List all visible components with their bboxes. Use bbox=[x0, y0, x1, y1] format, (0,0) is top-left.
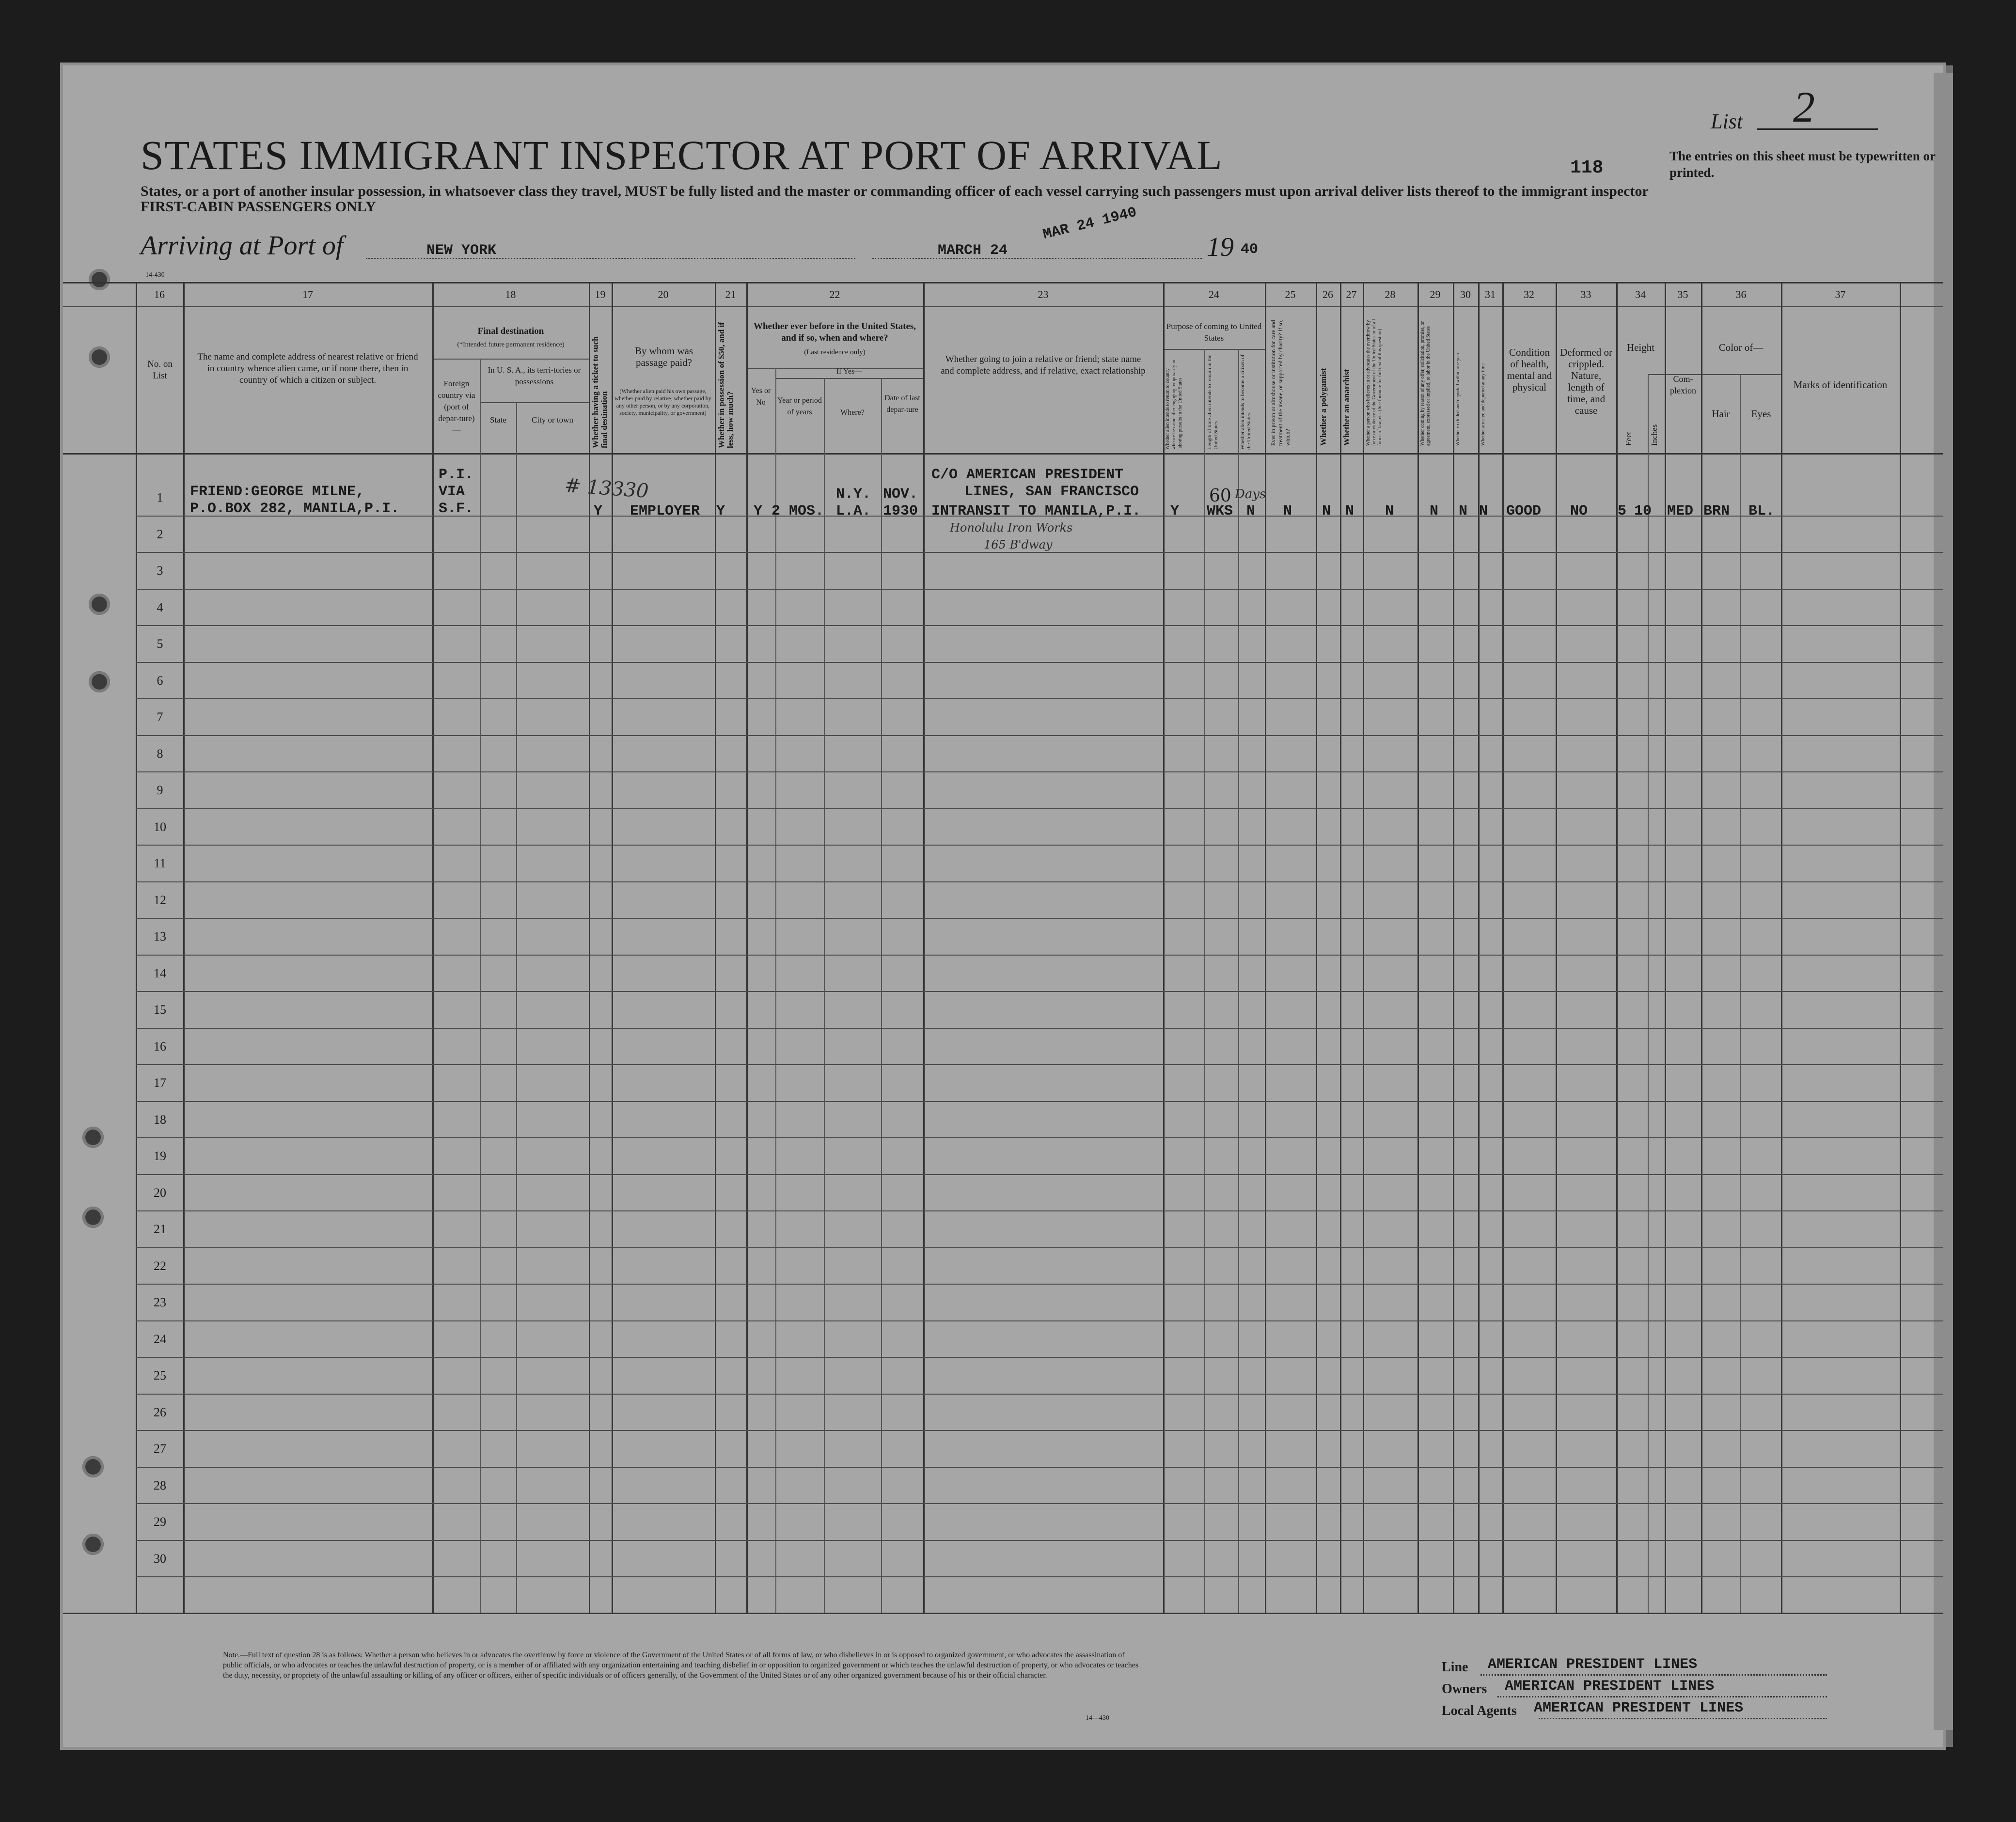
row-number: 5 bbox=[157, 637, 163, 651]
year-suffix: 40 bbox=[1241, 241, 1259, 258]
col-number: 29 bbox=[1430, 288, 1441, 300]
row-line bbox=[136, 1064, 1943, 1065]
row-number: 2 bbox=[157, 527, 163, 541]
row-line bbox=[136, 1247, 1943, 1248]
excluded-value: N bbox=[1459, 503, 1468, 519]
row-number: 20 bbox=[154, 1185, 166, 1200]
join-line-3: INTRANSIT TO MANILA,P.I. bbox=[931, 503, 1141, 519]
header-state: State bbox=[490, 415, 506, 424]
foreign-line-2: VIA bbox=[439, 484, 465, 500]
header-fifty-dollars: Whether in possession of $50, and if less, how much? bbox=[717, 322, 735, 448]
row-number: 7 bbox=[157, 710, 163, 724]
col-line bbox=[775, 368, 776, 1613]
health-value: GOOD bbox=[1506, 503, 1542, 519]
col-line bbox=[183, 282, 185, 1613]
feet-value: 5 bbox=[1618, 503, 1627, 519]
relative-line-1: FRIEND:GEORGE MILNE, bbox=[190, 484, 365, 500]
header-where: Where? bbox=[840, 408, 865, 417]
row-line bbox=[136, 662, 1943, 663]
row-line bbox=[136, 1576, 1943, 1577]
header-arrested: Whether arrested and deported at any time bbox=[1480, 363, 1486, 446]
header-if-yes: If Yes— bbox=[836, 367, 863, 376]
row-number: 16 bbox=[154, 1039, 166, 1053]
col-line bbox=[480, 359, 481, 1613]
row-line bbox=[136, 1357, 1943, 1358]
eyes-value: BL. bbox=[1748, 503, 1775, 519]
row-number: 19 bbox=[154, 1149, 166, 1163]
footnote: Note.—Full text of question 28 is as follows: Whether a person who believes in or advocates the overthrow by force or violence of the Government of the United States or of all forms of law, or who disbelieves in or is opposed to organized government, or who advocates the assassination of public officials, or who advocates or teaches the unlawful destruction of property, or is a member of or affiliated with any organization entertaining and teaching disbelief in or opposition to organized government or which teaches the unlawful destruction of property, or who advocates or teaches the duty, necessity, or propriety of the unlawful assaulting or killing of any officer or officers, either of specific individuals or of officers generally, of the Government of the United States or of any other organized government because of his or their official character. bbox=[223, 1651, 1139, 1680]
col-line bbox=[1163, 282, 1165, 1613]
row-line bbox=[136, 625, 1943, 626]
row-number: 3 bbox=[157, 564, 163, 578]
row-line bbox=[136, 1101, 1943, 1102]
col-line bbox=[1781, 282, 1782, 1613]
row-number: 28 bbox=[154, 1478, 166, 1492]
citizen-value: N bbox=[1246, 503, 1256, 519]
before-yes-value: Y bbox=[754, 503, 763, 519]
col-number: 31 bbox=[1485, 288, 1496, 300]
punch-hole bbox=[82, 1456, 104, 1477]
length-line-2: WKS bbox=[1207, 503, 1233, 519]
header-ticket: Whether having a ticket to such final destination bbox=[591, 336, 609, 448]
header-purpose-c: Whether alien intends to become a citizen of the United States bbox=[1240, 354, 1252, 450]
line-value: AMERICAN PRESIDENT LINES bbox=[1488, 1656, 1698, 1673]
header-offer: Whether coming by reason of any offer, solicitation, promise, or agreement, expressed or implied, to labor in the United States bbox=[1420, 321, 1431, 446]
overthrow-value: N bbox=[1385, 503, 1394, 519]
row-line bbox=[136, 771, 1943, 772]
row-number: 27 bbox=[154, 1442, 166, 1456]
header-purpose: Purpose of coming to United States bbox=[1166, 322, 1262, 343]
date-line bbox=[872, 258, 1202, 259]
owners-field-line bbox=[1497, 1696, 1827, 1697]
header-prison: Ever in prison or almshouse or institution for care and treatment of the insane, or supported by charity? If so, which? bbox=[1270, 319, 1291, 446]
header-purpose-b: Length of time alien intends to remain in the United States bbox=[1207, 354, 1219, 450]
col-line bbox=[715, 282, 716, 1613]
date-line-1: NOV. bbox=[883, 486, 918, 503]
year-prefix: 19 bbox=[1207, 232, 1234, 262]
col-number: 35 bbox=[1677, 288, 1688, 300]
punch-hole bbox=[82, 1534, 104, 1555]
punch-hole bbox=[89, 269, 110, 290]
header-final-destination-note: (*Intended future permanent residence) bbox=[457, 341, 565, 348]
deformed-value: NO bbox=[1570, 503, 1588, 519]
col-number: 33 bbox=[1580, 288, 1591, 300]
foreign-line-3: S.F. bbox=[439, 501, 474, 517]
row-line bbox=[136, 845, 1943, 846]
where-line-1: N.Y. bbox=[836, 486, 871, 503]
row-line bbox=[136, 1137, 1943, 1138]
fifty-value: Y bbox=[716, 503, 725, 519]
polygamist-value: N bbox=[1322, 503, 1331, 519]
header-ever-before: Whether ever before in the United States, and if so, when and where? bbox=[753, 321, 916, 343]
header-excluded: Whether excluded and deported within one year bbox=[1455, 352, 1461, 446]
col-number: 23 bbox=[1038, 288, 1049, 300]
line-label: Line bbox=[1442, 1660, 1468, 1675]
row-number: 1 bbox=[157, 490, 163, 504]
page-title: STATES IMMIGRANT INSPECTOR AT PORT OF ARRIVAL bbox=[141, 132, 1223, 178]
agents-field-line bbox=[1539, 1718, 1827, 1719]
header-inches: Inches bbox=[1650, 424, 1659, 446]
prison-value: N bbox=[1283, 503, 1292, 519]
handwritten-join-1: Honolulu Iron Works bbox=[950, 521, 1073, 534]
row-number: 25 bbox=[154, 1368, 166, 1382]
row-line bbox=[136, 1467, 1943, 1468]
header-health: Condition of health, mental and physical bbox=[1507, 346, 1552, 393]
inches-value: 10 bbox=[1634, 503, 1652, 519]
ticket-value: Y bbox=[594, 503, 603, 519]
row-line bbox=[136, 1540, 1943, 1541]
header-foreign-country: Foreign country via (port of depar-ture)— bbox=[438, 379, 475, 435]
row-number: 13 bbox=[154, 929, 166, 943]
row-number: 4 bbox=[157, 600, 163, 614]
table-top-border bbox=[63, 282, 1943, 283]
line-field-line bbox=[1480, 1674, 1827, 1676]
col-number: 36 bbox=[1735, 288, 1747, 300]
header-relative: The name and complete address of nearest relative or friend in country whence alien came, or if none there, then in country of which a citizen or subject. bbox=[197, 352, 418, 385]
passage-value: EMPLOYER bbox=[630, 503, 700, 519]
date-stamp: MAR 24 1940 bbox=[1041, 204, 1139, 244]
subheader-line bbox=[775, 378, 923, 379]
row-number: 23 bbox=[154, 1295, 166, 1309]
port-value: NEW YORK bbox=[426, 242, 497, 259]
header-anarchist: Whether an anarchist bbox=[1342, 369, 1351, 446]
row-number: 18 bbox=[154, 1112, 166, 1127]
purpose-a-value: Y bbox=[1170, 503, 1180, 519]
row-number: 11 bbox=[154, 856, 166, 870]
col-line bbox=[1265, 282, 1266, 1613]
header-yes-no: Yes or No bbox=[751, 387, 771, 407]
stamp-number: 118 bbox=[1570, 157, 1604, 178]
header-deformed: Deformed or crippled. Nature, length of time, and cause bbox=[1560, 346, 1612, 416]
typewriter-note: The entries on this sheet must be typewritten or printed. bbox=[1670, 149, 1936, 180]
punch-hole bbox=[82, 1127, 104, 1148]
col-number: 27 bbox=[1346, 288, 1357, 300]
hair-value: BRN bbox=[1703, 503, 1730, 519]
handwritten-length: Days bbox=[1235, 487, 1266, 502]
row-number: 15 bbox=[154, 1003, 166, 1017]
col-number: 25 bbox=[1285, 288, 1296, 300]
header-bottom-border bbox=[63, 453, 1943, 455]
header-purpose-a: Whether alien intends to return to country whence he came after engaging temporarily in laboring pursuits in the United States bbox=[1165, 360, 1183, 450]
col-line bbox=[1478, 282, 1480, 1613]
col-line bbox=[1204, 349, 1205, 1613]
header-complexion: Com-plexion bbox=[1670, 374, 1696, 395]
col-line bbox=[516, 402, 517, 1613]
row-line bbox=[136, 918, 1943, 919]
complexion-value: MED bbox=[1667, 503, 1694, 519]
header-city: City or town bbox=[532, 415, 573, 424]
row-line bbox=[136, 881, 1943, 882]
arrested-value: N bbox=[1479, 503, 1488, 519]
foreign-line-1: P.I. bbox=[439, 467, 474, 483]
subtitle: States, or a port of another insular possession, in whatsoever class they travel, MUST be fully listed and the master or commanding officer of each vessel carrying such passengers must upon arrival deliver lists thereof to the immigrant inspector bbox=[141, 183, 1649, 199]
col-number: 19 bbox=[595, 288, 606, 300]
row-number: 6 bbox=[157, 673, 163, 688]
col-number: 37 bbox=[1835, 288, 1846, 300]
row-line bbox=[136, 698, 1943, 699]
header-eyes: Eyes bbox=[1751, 408, 1771, 420]
passenger-class: FIRST-CABIN PASSENGERS ONLY bbox=[141, 199, 376, 215]
header-polygamist: Whether a polygamist bbox=[1319, 368, 1328, 446]
col-number: 26 bbox=[1323, 288, 1333, 300]
agents-value: AMERICAN PRESIDENT LINES bbox=[1534, 1700, 1744, 1716]
date-value: MARCH 24 bbox=[938, 242, 1008, 259]
col-line bbox=[923, 282, 925, 1613]
header-color: Color of— bbox=[1718, 342, 1764, 353]
row-number: 10 bbox=[154, 819, 166, 834]
col-number: 17 bbox=[302, 288, 313, 300]
row-number: 12 bbox=[154, 893, 166, 907]
list-line bbox=[1757, 128, 1878, 130]
table-bottom-border bbox=[63, 1613, 1943, 1614]
handwritten-number: # 13330 bbox=[564, 474, 649, 503]
row-number: 26 bbox=[154, 1405, 166, 1419]
col-line bbox=[1238, 349, 1239, 1613]
where-line-2: L.A. bbox=[836, 503, 871, 519]
row-line bbox=[136, 1028, 1943, 1029]
header-overthrow: Whether a person who believes in or advocates the overthrow by force or violence of the Government of the United States or of all forms of law, etc. (See footnote for full text of this question) bbox=[1366, 319, 1383, 446]
header-marks: Marks of identification bbox=[1793, 379, 1888, 391]
col-number: 22 bbox=[829, 288, 840, 300]
punch-hole bbox=[89, 346, 110, 368]
col-number: 34 bbox=[1635, 288, 1646, 300]
form-number: 14-430 bbox=[145, 271, 165, 279]
col-line bbox=[1900, 282, 1901, 1613]
row-line bbox=[136, 1503, 1943, 1504]
row-number: 21 bbox=[154, 1222, 166, 1236]
col-number: 16 bbox=[154, 288, 165, 300]
date-line-2: 1930 bbox=[883, 503, 918, 519]
relative-line-2: P.O.BOX 282, MANILA,P.I. bbox=[190, 501, 400, 517]
header-join-relative: Whether going to join a relative or friend; state name and complete address, and if relative, exact relationship bbox=[941, 354, 1146, 376]
header-feet: Feet bbox=[1624, 431, 1633, 446]
header-date-departure: Date of last depar-ture bbox=[884, 394, 920, 414]
header-passage-note: (Whether alien paid his own passage, whether paid by relative, whether paid by any other person, or by any corporation, society, municipality, or government) bbox=[614, 388, 711, 416]
manifest-sheet bbox=[63, 65, 1943, 1747]
subheader-line bbox=[434, 359, 589, 360]
row-number: 29 bbox=[154, 1515, 166, 1529]
punch-hole bbox=[82, 1207, 104, 1228]
row-line bbox=[136, 1320, 1943, 1321]
row-line bbox=[136, 589, 1943, 590]
row-line bbox=[136, 552, 1943, 553]
anarchist-value: N bbox=[1345, 503, 1354, 519]
col-line bbox=[1616, 282, 1618, 1613]
row-line bbox=[136, 808, 1943, 809]
col-line bbox=[432, 282, 434, 1613]
row-line bbox=[136, 1210, 1943, 1211]
row-line bbox=[136, 991, 1943, 992]
row-number: 22 bbox=[154, 1258, 166, 1273]
column-number-divider bbox=[63, 306, 1943, 307]
subheader-line bbox=[1701, 374, 1781, 375]
punch-hole bbox=[89, 594, 110, 615]
col-line bbox=[881, 378, 882, 1613]
row-line bbox=[136, 735, 1943, 736]
col-line bbox=[746, 282, 748, 1613]
col-number: 20 bbox=[658, 288, 669, 300]
col-line bbox=[1502, 282, 1504, 1613]
row-number: 14 bbox=[154, 966, 166, 980]
col-number: 24 bbox=[1209, 288, 1219, 300]
col-number: 30 bbox=[1460, 288, 1471, 300]
col-line bbox=[1701, 282, 1702, 1613]
col-number: 21 bbox=[725, 288, 736, 300]
col-number: 32 bbox=[1524, 288, 1534, 300]
subheader-line bbox=[480, 402, 589, 403]
length-line-1: 60 bbox=[1209, 486, 1231, 506]
header-hair: Hair bbox=[1712, 408, 1730, 420]
header-no-on-list: No. on List bbox=[147, 359, 173, 381]
col-line bbox=[1648, 374, 1649, 1613]
header-ever-before-note: (Last residence only) bbox=[804, 348, 866, 356]
row-number: 30 bbox=[154, 1551, 166, 1566]
footer-form-number: 14—430 bbox=[1086, 1714, 1109, 1722]
header-passage-paid: By whom was passage paid? bbox=[634, 345, 693, 368]
col-line bbox=[824, 378, 825, 1613]
row-line bbox=[136, 1394, 1943, 1395]
owners-value: AMERICAN PRESIDENT LINES bbox=[1505, 1678, 1715, 1695]
col-line bbox=[1453, 282, 1454, 1613]
col-line bbox=[1665, 282, 1666, 1613]
col-line bbox=[1418, 282, 1419, 1613]
join-line-2: LINES, SAN FRANCISCO bbox=[964, 484, 1139, 500]
offer-value: N bbox=[1430, 503, 1439, 519]
row-line bbox=[136, 1174, 1943, 1175]
header-final-destination: Final destination bbox=[477, 326, 544, 336]
list-label: List bbox=[1711, 110, 1743, 133]
header-height: Height bbox=[1626, 342, 1655, 353]
col-number: 28 bbox=[1385, 288, 1396, 300]
col-line bbox=[1363, 282, 1364, 1613]
row-line bbox=[136, 1430, 1943, 1431]
agents-label: Local Agents bbox=[1442, 1703, 1517, 1718]
header-in-usa: In U. S. A., its terri-tories or possessions bbox=[488, 365, 581, 386]
col-number: 18 bbox=[505, 288, 516, 300]
col-line bbox=[1316, 282, 1317, 1613]
row-line bbox=[136, 955, 1943, 956]
col-line bbox=[1340, 282, 1341, 1613]
list-number: 2 bbox=[1793, 83, 1815, 131]
row-number: 17 bbox=[154, 1076, 166, 1090]
punch-hole bbox=[89, 671, 110, 692]
row-number: 9 bbox=[157, 783, 163, 797]
join-line-1: C/O AMERICAN PRESIDENT bbox=[931, 467, 1124, 483]
col-line bbox=[136, 282, 137, 1613]
owners-label: Owners bbox=[1442, 1681, 1487, 1696]
subheader-line bbox=[1163, 349, 1265, 350]
years-value: 2 MOS. bbox=[772, 503, 824, 519]
handwritten-join-2: 165 B'dway bbox=[984, 538, 1053, 551]
sheet-edge bbox=[1934, 73, 1953, 1730]
row-number: 24 bbox=[154, 1332, 166, 1346]
header-years: Year or period of years bbox=[777, 396, 822, 416]
col-line bbox=[1556, 282, 1557, 1613]
row-line bbox=[136, 1284, 1943, 1285]
arriving-label: Arriving at Port of bbox=[141, 231, 344, 261]
col-line bbox=[1740, 374, 1741, 1613]
row-number: 8 bbox=[157, 746, 163, 761]
